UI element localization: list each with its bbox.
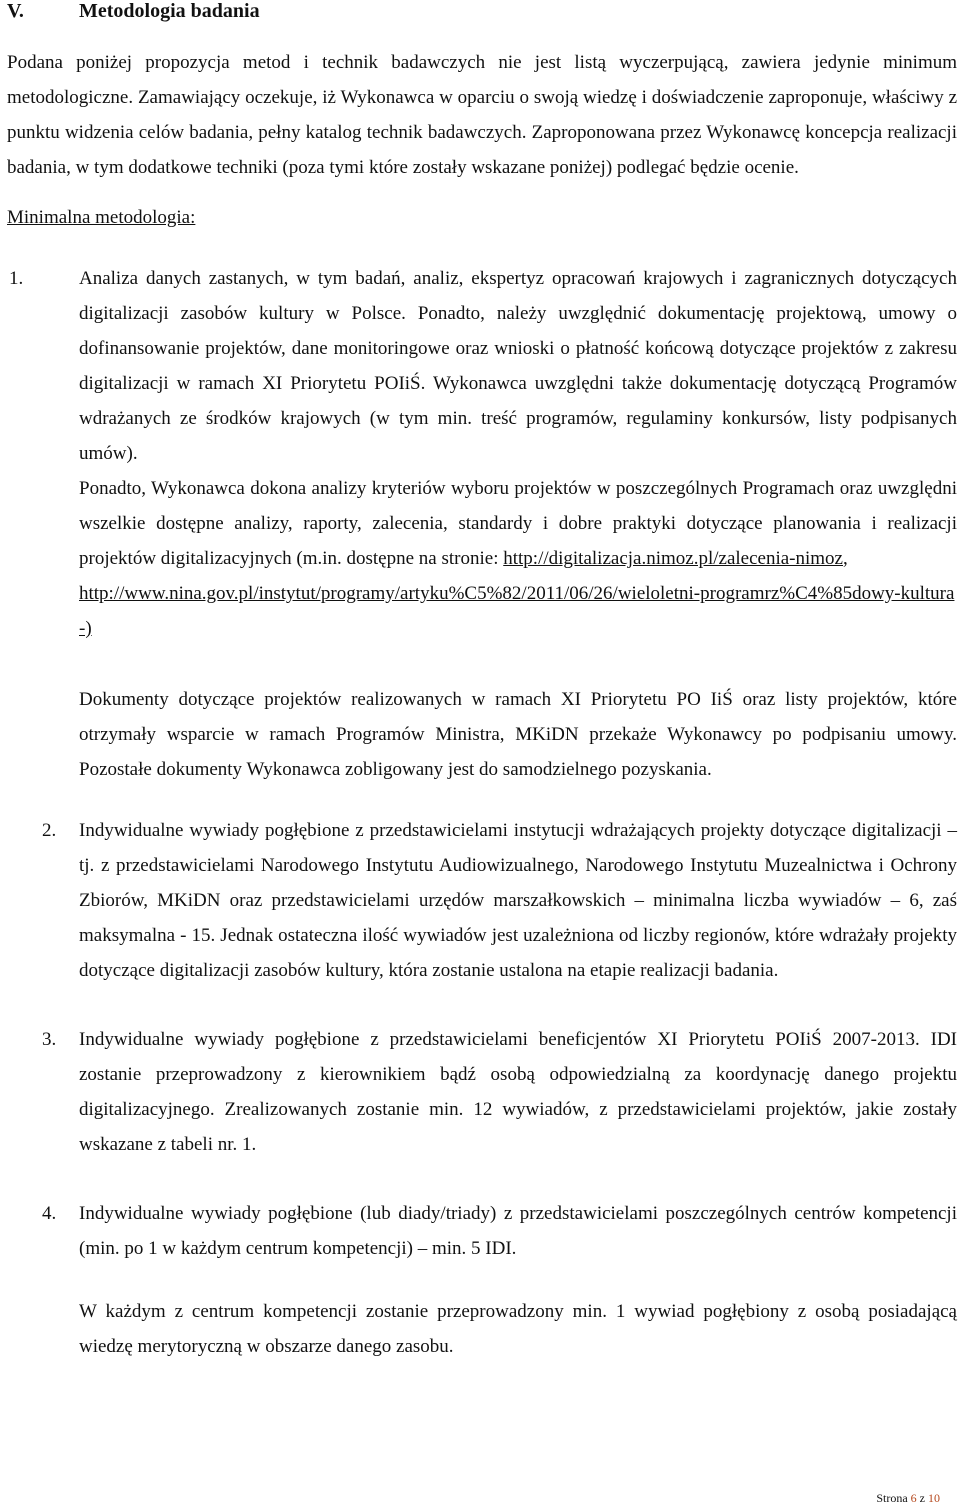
list-item — [7, 813, 957, 988]
item-text: Indywidualne wywiady pogłębione z przedstawicielami instytucji wdrażających projekty dotyczące digitalizacji – tj. z przedstawicielami Narodowego Instytutu Audiowizualnego, Narodowego Instytutu Muzealnictwa i Ochrony Zbiorów, MKiDN oraz przedstawicielami urzędów marszałkowskich – minimalna liczba wywiadów – 6, zaś maksymalna - 15. Jednak ostateczna ilość wywiadów jest uzależniona od liczby regionów, które wdrażały projekty dotyczące digitalizacji zasobów kultury, która zostanie ustalona na etapie realizacji badania. — [79, 820, 957, 981]
item-text: Indywidualne wywiady pogłębione (lub diady/triady) z przedstawicielami poszczególnych centrów kompetencji (min. po 1 w każdym centrum kompetencji) – min. 5 IDI. — [79, 1203, 957, 1259]
footer-total-pages: 10 — [928, 1491, 940, 1505]
footer-of: z — [919, 1491, 925, 1505]
section-number: V. — [7, 0, 24, 22]
item-text: Analiza danych zastanych, w tym badań, analiz, ekspertyz opracowań krajowych i zagranicznych dotyczących digitalizacji zasobów kultury w Polsce. Ponadto, należy uwzględnić dokumentację projektową, umowy o dofinansowanie projektów, dane monitoringowe oraz wnioski o płatność końcową dotyczące projektów z zakresu digitalizacji w ramach XI Priorytetu POIiŚ. Wykonawca uwzględni także dokumentację dotyczącą Programów wdrażanych ze środków krajowych (w tym min. treść programów, regulaminy konkursów, listy podpisanych umów). — [79, 268, 957, 464]
subheading: Minimalna metodologia: — [7, 207, 196, 228]
page-footer — [876, 1490, 940, 1506]
item-text-continued — [79, 471, 957, 646]
item-number: 1. — [9, 268, 24, 289]
section-heading — [7, 0, 957, 28]
list-item — [7, 1196, 957, 1266]
document-page — [7, 0, 957, 1364]
item-text-documents: Dokumenty dotyczące projektów realizowanych w ramach XI Priorytetu PO IiŚ oraz listy projektów, które otrzymały wsparcie w ramach Programów Ministra, MKiDN przekaże Wykonawcy po podpisaniu umowy. Pozostałe dokumenty Wykonawca zobligowany jest do samodzielnego pozyskania. — [79, 689, 957, 780]
list-item — [7, 261, 957, 787]
item-number: 2. — [42, 820, 57, 841]
intro-paragraph: Podana poniżej propozycja metod i technik badawczych nie jest listą wyczerpującą, zawiera jedynie minimum metodologiczne. Zamawiający oczekuje, iż Wykonawca w oparciu o swoją wiedzę i doświadczenie zaproponuje, właściwy z punktu widzenia celów badania, pełny katalog technik badawczych. Zaproponowana przez Wykonawcę koncepcja realizacji badania, w tym dodatkowe techniki (poza tymi które zostały wskazane poniżej) podlegać będzie ocenie. — [7, 52, 957, 178]
link-separator: , — [843, 548, 848, 569]
footer-page-number: 6 — [910, 1491, 917, 1505]
closing-paragraph: W każdym z centrum kompetencji zostanie przeprowadzony min. 1 wywiad pogłębiony z osobą posiadającą wiedzę merytoryczną w obszarze danego zasobu. — [79, 1301, 957, 1357]
item-text: Indywidualne wywiady pogłębione z przedstawicielami beneficjentów XI Priorytetu POIiŚ 2007-2013. IDI zostanie przeprowadzony z kierownikiem bądź osobą odpowiedzialną za koordynację danego projektu digitalizacyjnego. Zrealizowanych zostanie min. 12 wywiadów, z przedstawicielami projektów, jakie zostały wskazane z tabeli nr. 1. — [79, 1029, 957, 1155]
item-text-2: Ponadto, Wykonawca dokona analizy kryteriów wyboru projektów w poszczególnych Programach oraz uwzględni wszelkie dostępne analizy, raporty, zalecenia, standardy i dobre praktyki dotyczące planowania i realizacji projektów digitalizacyjnych (m.in. dostępne na stronie: — [79, 478, 957, 569]
section-title: Metodologia badania — [79, 0, 260, 22]
link-nina[interactable]: http://www.nina.gov.pl/instytut/programy/artyku%C5%82/2011/06/26/wieloletni-programrz%C4%85dowy-kultura-) — [79, 583, 955, 639]
item-number: 4. — [42, 1203, 57, 1224]
methodology-list — [7, 261, 957, 1266]
list-item — [7, 1022, 957, 1162]
link-nimoz[interactable]: http://digitalizacja.nimoz.pl/zalecenia-nimoz — [503, 548, 843, 569]
item-number: 3. — [42, 1029, 57, 1050]
footer-label: Strona — [876, 1491, 908, 1505]
